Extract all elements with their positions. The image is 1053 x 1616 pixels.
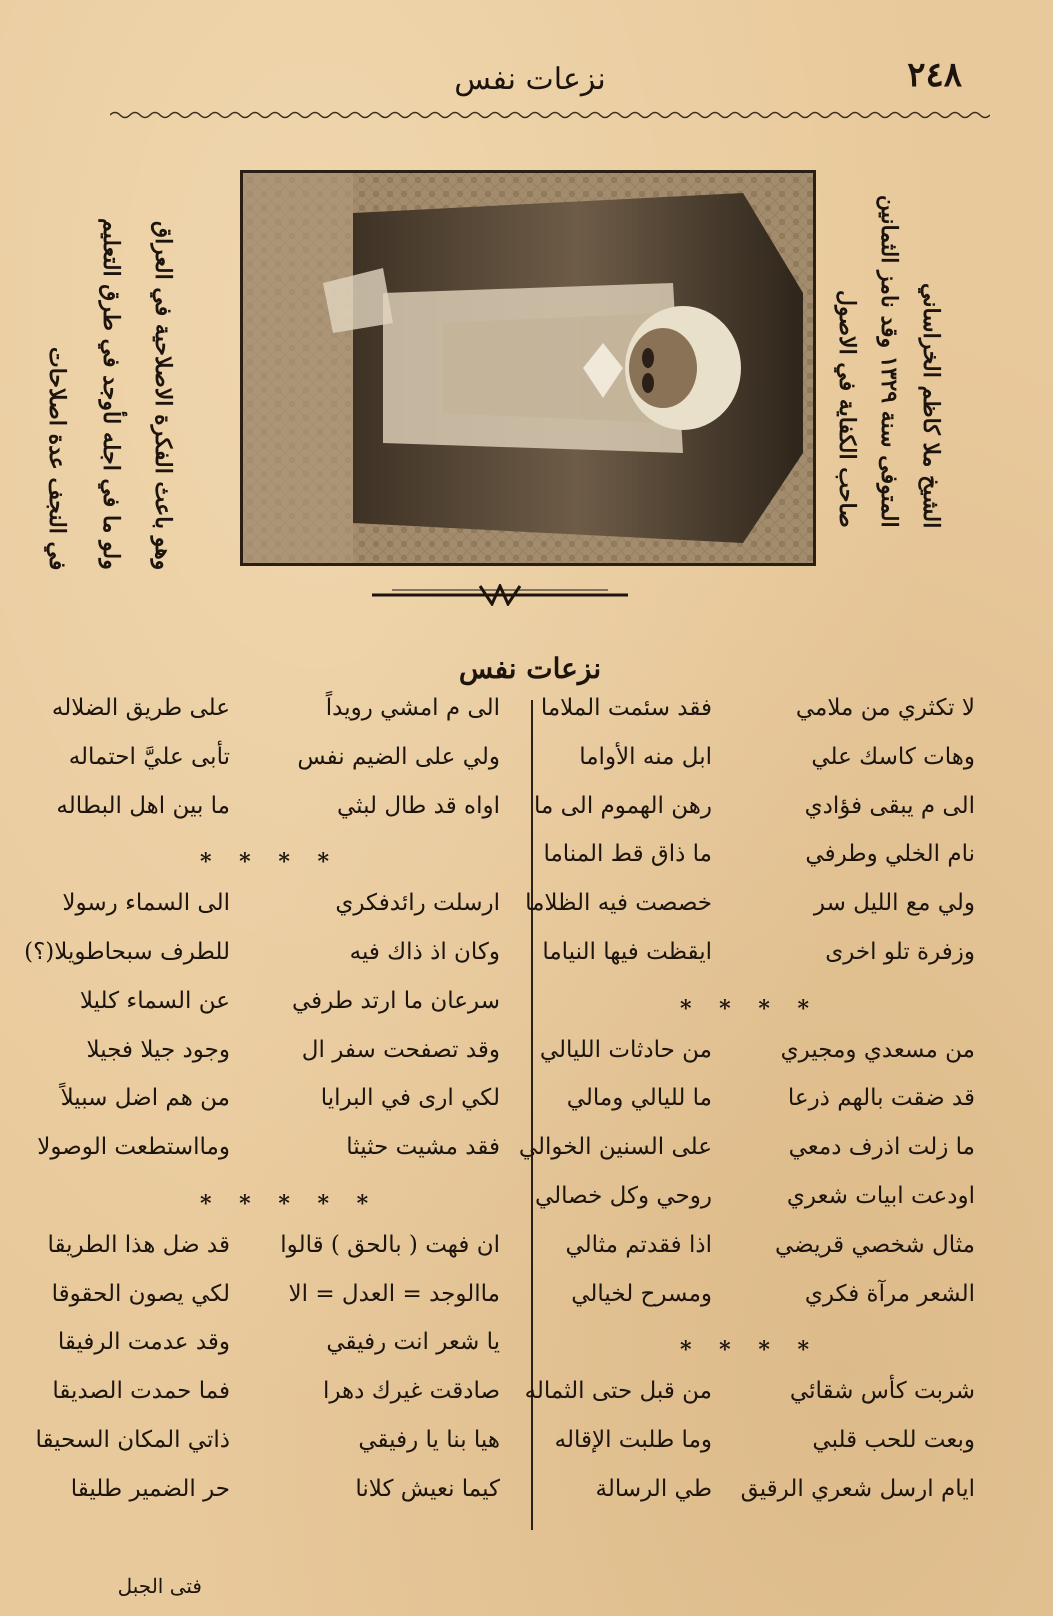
- verse-second-hemistich: عن السماء كليلا: [79, 987, 230, 1014]
- verse-second-hemistich: من هم اضل سبيلاً: [60, 1085, 230, 1112]
- verse-first-hemistich: صادقت غيرك دهرا: [322, 1378, 500, 1405]
- verse-first-hemistich: الى م امشي رويداً: [325, 695, 500, 721]
- verse-second-hemistich: روحي وكل خصالي: [534, 1183, 712, 1209]
- verse-first-hemistich: وهات كاسك علي: [811, 743, 975, 770]
- verse-first-hemistich: يا شعر انت رفيقي: [326, 1329, 500, 1356]
- portrait-photo: [240, 170, 816, 566]
- verse-second-hemistich: ومسرح لخيالي: [571, 1280, 712, 1307]
- portrait-image: [243, 173, 813, 563]
- verse-first-hemistich: الشعر مرآة فكري: [804, 1280, 975, 1307]
- verse-second-hemistich: ايقظت فيها النياما: [542, 939, 712, 965]
- verse-first-hemistich: ايام ارسل شعري الرقيق: [740, 1475, 975, 1502]
- photo-caption-right-3: صاحب الكفاية في الاصول: [834, 290, 860, 528]
- verse-second-hemistich: وجود جيلا فجيلا: [86, 1036, 230, 1063]
- verse-second-hemistich: خصصت فيه الظلاما: [525, 890, 712, 917]
- verse-first-hemistich: الى م يبقى فؤادي: [804, 792, 975, 819]
- verse-first-hemistich: وبعت للحب قلبي: [812, 1427, 975, 1453]
- verse-first-hemistich: اواه قد طال لبثي: [336, 792, 500, 819]
- verse-second-hemistich: اذا فقدتم مثالي: [565, 1231, 712, 1258]
- verse-first-hemistich: وزفرة تلو اخرى: [825, 939, 975, 965]
- stanza-separator: * * * *: [680, 995, 819, 1022]
- section-ornament: [372, 584, 628, 606]
- verse-second-hemistich: للطرف سبحاطويلا(؟): [24, 939, 230, 965]
- verse-second-hemistich: ما بين اهل البطاله: [56, 792, 230, 819]
- photo-caption-left-3: في النجف عدة اصلاحات: [44, 346, 70, 570]
- running-title: نزعات نفس: [454, 62, 606, 97]
- verse-second-hemistich: من حادثات الليالي: [539, 1036, 712, 1063]
- verse-first-hemistich: ولي على الضيم نفس: [297, 743, 500, 770]
- page-number: ٢٤٨: [907, 55, 962, 95]
- verse-first-hemistich: مثال شخصي قريضي: [774, 1231, 975, 1258]
- verse-second-hemistich: ابل منه الأواما: [579, 743, 712, 770]
- verse-second-hemistich: وقد عدمت الرفيقا: [57, 1329, 230, 1356]
- verse-first-hemistich: من مسعدي ومجيري: [780, 1036, 975, 1063]
- verse-first-hemistich: كيما نعيش كلانا: [355, 1475, 500, 1502]
- verse-second-hemistich: على السنين الخوالي: [518, 1134, 712, 1161]
- verse-first-hemistich: ماالوجد = العدل = الا: [288, 1280, 500, 1307]
- verse-second-hemistich: حر الضمير طليقا: [70, 1475, 230, 1502]
- verse-second-hemistich: فما حمدت الصديقا: [52, 1378, 230, 1405]
- verse-first-hemistich: هيا بنا يا رفيقي: [358, 1427, 500, 1453]
- verse-second-hemistich: ما لليالي ومالي: [566, 1085, 712, 1112]
- photo-caption-left-1: وهو باعث الفكرة الاصلاحية في العراق: [150, 220, 176, 570]
- stanza-separator: * * * * *: [200, 1191, 379, 1217]
- verse-second-hemistich: طي الرسالة: [595, 1475, 712, 1502]
- poem-signature: فتى الجبل: [117, 1574, 202, 1598]
- photo-caption-right-1: الشيخ ملا كاظم الخراساني: [918, 282, 944, 528]
- verse-first-hemistich: فقد مشيت حثيثا: [346, 1134, 500, 1161]
- header-wavy-rule: [110, 110, 990, 120]
- verse-second-hemistich: رهن الهموم الى ما: [534, 792, 712, 819]
- verse-second-hemistich: فقد سئمت الملاما: [540, 695, 712, 721]
- verse-first-hemistich: ما زلت اذرف دمعي: [788, 1134, 975, 1161]
- poem-title: نزعات نفس: [458, 652, 602, 685]
- stanza-separator: * * * *: [200, 849, 339, 876]
- verse-first-hemistich: وكان اذ ذاك فيه: [349, 939, 500, 965]
- verse-first-hemistich: وقد تصفحت سفر ال: [301, 1036, 500, 1063]
- photo-caption-left-2: ولو ما في اجله لأوجد في طرق التعليم: [98, 218, 124, 570]
- verse-second-hemistich: لكي يصون الحقوقا: [51, 1280, 230, 1307]
- verse-first-hemistich: ولي مع الليل سر: [813, 890, 975, 917]
- verse-second-hemistich: ومااستطعت الوصولا: [37, 1134, 230, 1161]
- verse-first-hemistich: سرعان ما ارتد طرفي: [292, 987, 500, 1014]
- verse-second-hemistich: على طريق الضلاله: [51, 695, 230, 721]
- verse-first-hemistich: لا تكثري من ملامي: [795, 695, 975, 721]
- verse-first-hemistich: شربت كأس شقائي: [789, 1378, 975, 1405]
- verse-first-hemistich: قد ضقت بالهم ذرعا: [787, 1085, 975, 1112]
- verse-second-hemistich: ما ذاق قط المناما: [543, 841, 712, 868]
- verse-second-hemistich: من قبل حتى الثماله: [524, 1378, 712, 1405]
- verse-first-hemistich: ان فهت ( بالحق ) قالوا: [280, 1231, 500, 1258]
- verse-second-hemistich: قد ضل هذا الطريقا: [47, 1231, 230, 1258]
- verse-second-hemistich: الى السماء رسولا: [62, 890, 230, 917]
- verse-first-hemistich: نام الخلي وطرفي: [805, 841, 975, 868]
- photo-caption-right-2: المتوفى سنة ١٣٢٩ وقد نامز الثمانين: [876, 195, 902, 528]
- verse-second-hemistich: وما طلبت الإقاله: [554, 1427, 712, 1453]
- verse-first-hemistich: اودعت ابيات شعري: [786, 1183, 975, 1209]
- verse-first-hemistich: لكي ارى في البرايا: [320, 1085, 500, 1112]
- stanza-separator: * * * *: [680, 1337, 819, 1364]
- verse-second-hemistich: ذاتي المكان السحيقا: [35, 1427, 230, 1453]
- verse-second-hemistich: تأبى عليَّ احتماله: [68, 743, 230, 770]
- verse-first-hemistich: ارسلت رائدفكري: [335, 890, 500, 917]
